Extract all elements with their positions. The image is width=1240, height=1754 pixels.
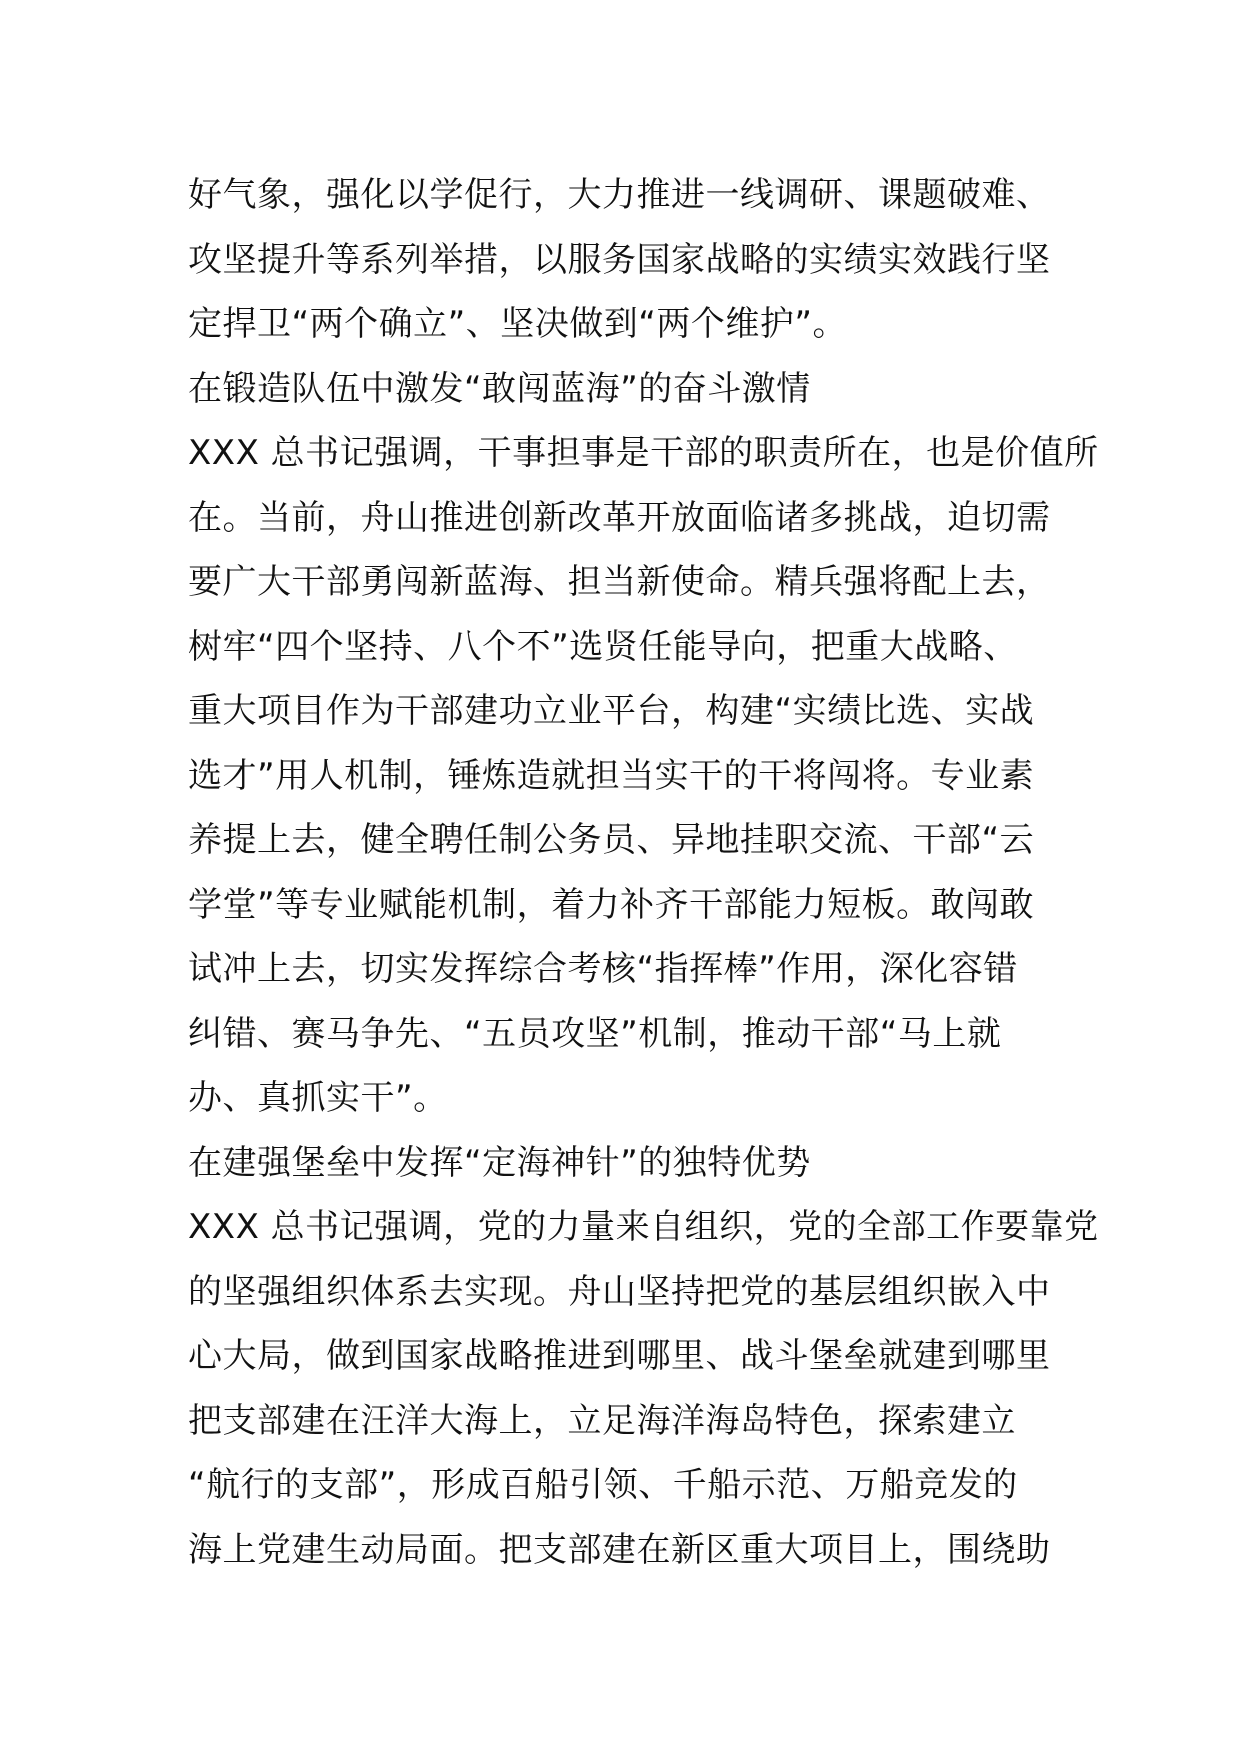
text-line: 好气象，强化以学促行，大力推进一线调研、课题破难、 — [188, 175, 1051, 215]
text-line: XXX 总书记强调，干事担事是干部的职责所在，也是价值所 — [188, 433, 1099, 473]
text-line: 树牢“四个坚持、八个不”选贤任能导向，把重大战略、 — [188, 626, 1018, 667]
text-line: XXX 总书记强调，党的力量来自组织，党的全部工作要靠党 — [188, 1207, 1099, 1247]
text-line: 在。当前，舟山推进创新改革开放面临诸多挑战，迫切需 — [188, 497, 1051, 538]
text-line: 海上党建生动局面。把支部建在新区重大项目上，围绕助 — [188, 1529, 1051, 1570]
text-line: 试冲上去，切实发挥综合考核“指挥棒”作用，深化容错 — [188, 949, 1018, 989]
section-heading: 在锻造队伍中激发“敢闯蓝海”的奋斗激情 — [188, 368, 811, 409]
body-text — [188, 163, 1099, 1582]
text-line: 的坚强组织体系去实现。舟山坚持把党的基层组织嵌入中 — [188, 1271, 1051, 1312]
text-line: 养提上去，健全聘任制公务员、异地挂职交流、干部“云 — [188, 820, 1035, 860]
text-line: 纠错、赛马争先、“五员攻坚”机制，推动干部“马上就 — [188, 1013, 1002, 1054]
text-line: 选才”用人机制，锤炼造就担当实干的干将闯将。专业素 — [188, 755, 1035, 796]
text-line: 攻坚提升等系列举措，以服务国家战略的实绩实效践行坚 — [188, 239, 1051, 280]
text-line: 要广大干部勇闯新蓝海、担当新使命。精兵强将配上去， — [188, 562, 1051, 602]
text-line: 办、真抓实干”。 — [188, 1078, 448, 1118]
text-line: 心大局，做到国家战略推进到哪里、战斗堡垒就建到哪里 — [188, 1336, 1051, 1376]
text-line: 把支部建在汪洋大海上，立足海洋海岛特色，探索建立 — [188, 1400, 1016, 1441]
text-line: “航行的支部”，形成百船引领、千船示范、万船竞发的 — [188, 1465, 1018, 1505]
text-line: 定捍卫“两个确立”、坚决做到“两个维护”。 — [188, 304, 847, 344]
text-line: 学堂”等专业赋能机制，着力补齐干部能力短板。敢闯敢 — [188, 884, 1035, 925]
section-heading: 在建强堡垒中发挥“定海神针”的独特优势 — [188, 1142, 811, 1183]
text-line: 重大项目作为干部建功立业平台，构建“实绩比选、实战 — [188, 691, 1035, 731]
